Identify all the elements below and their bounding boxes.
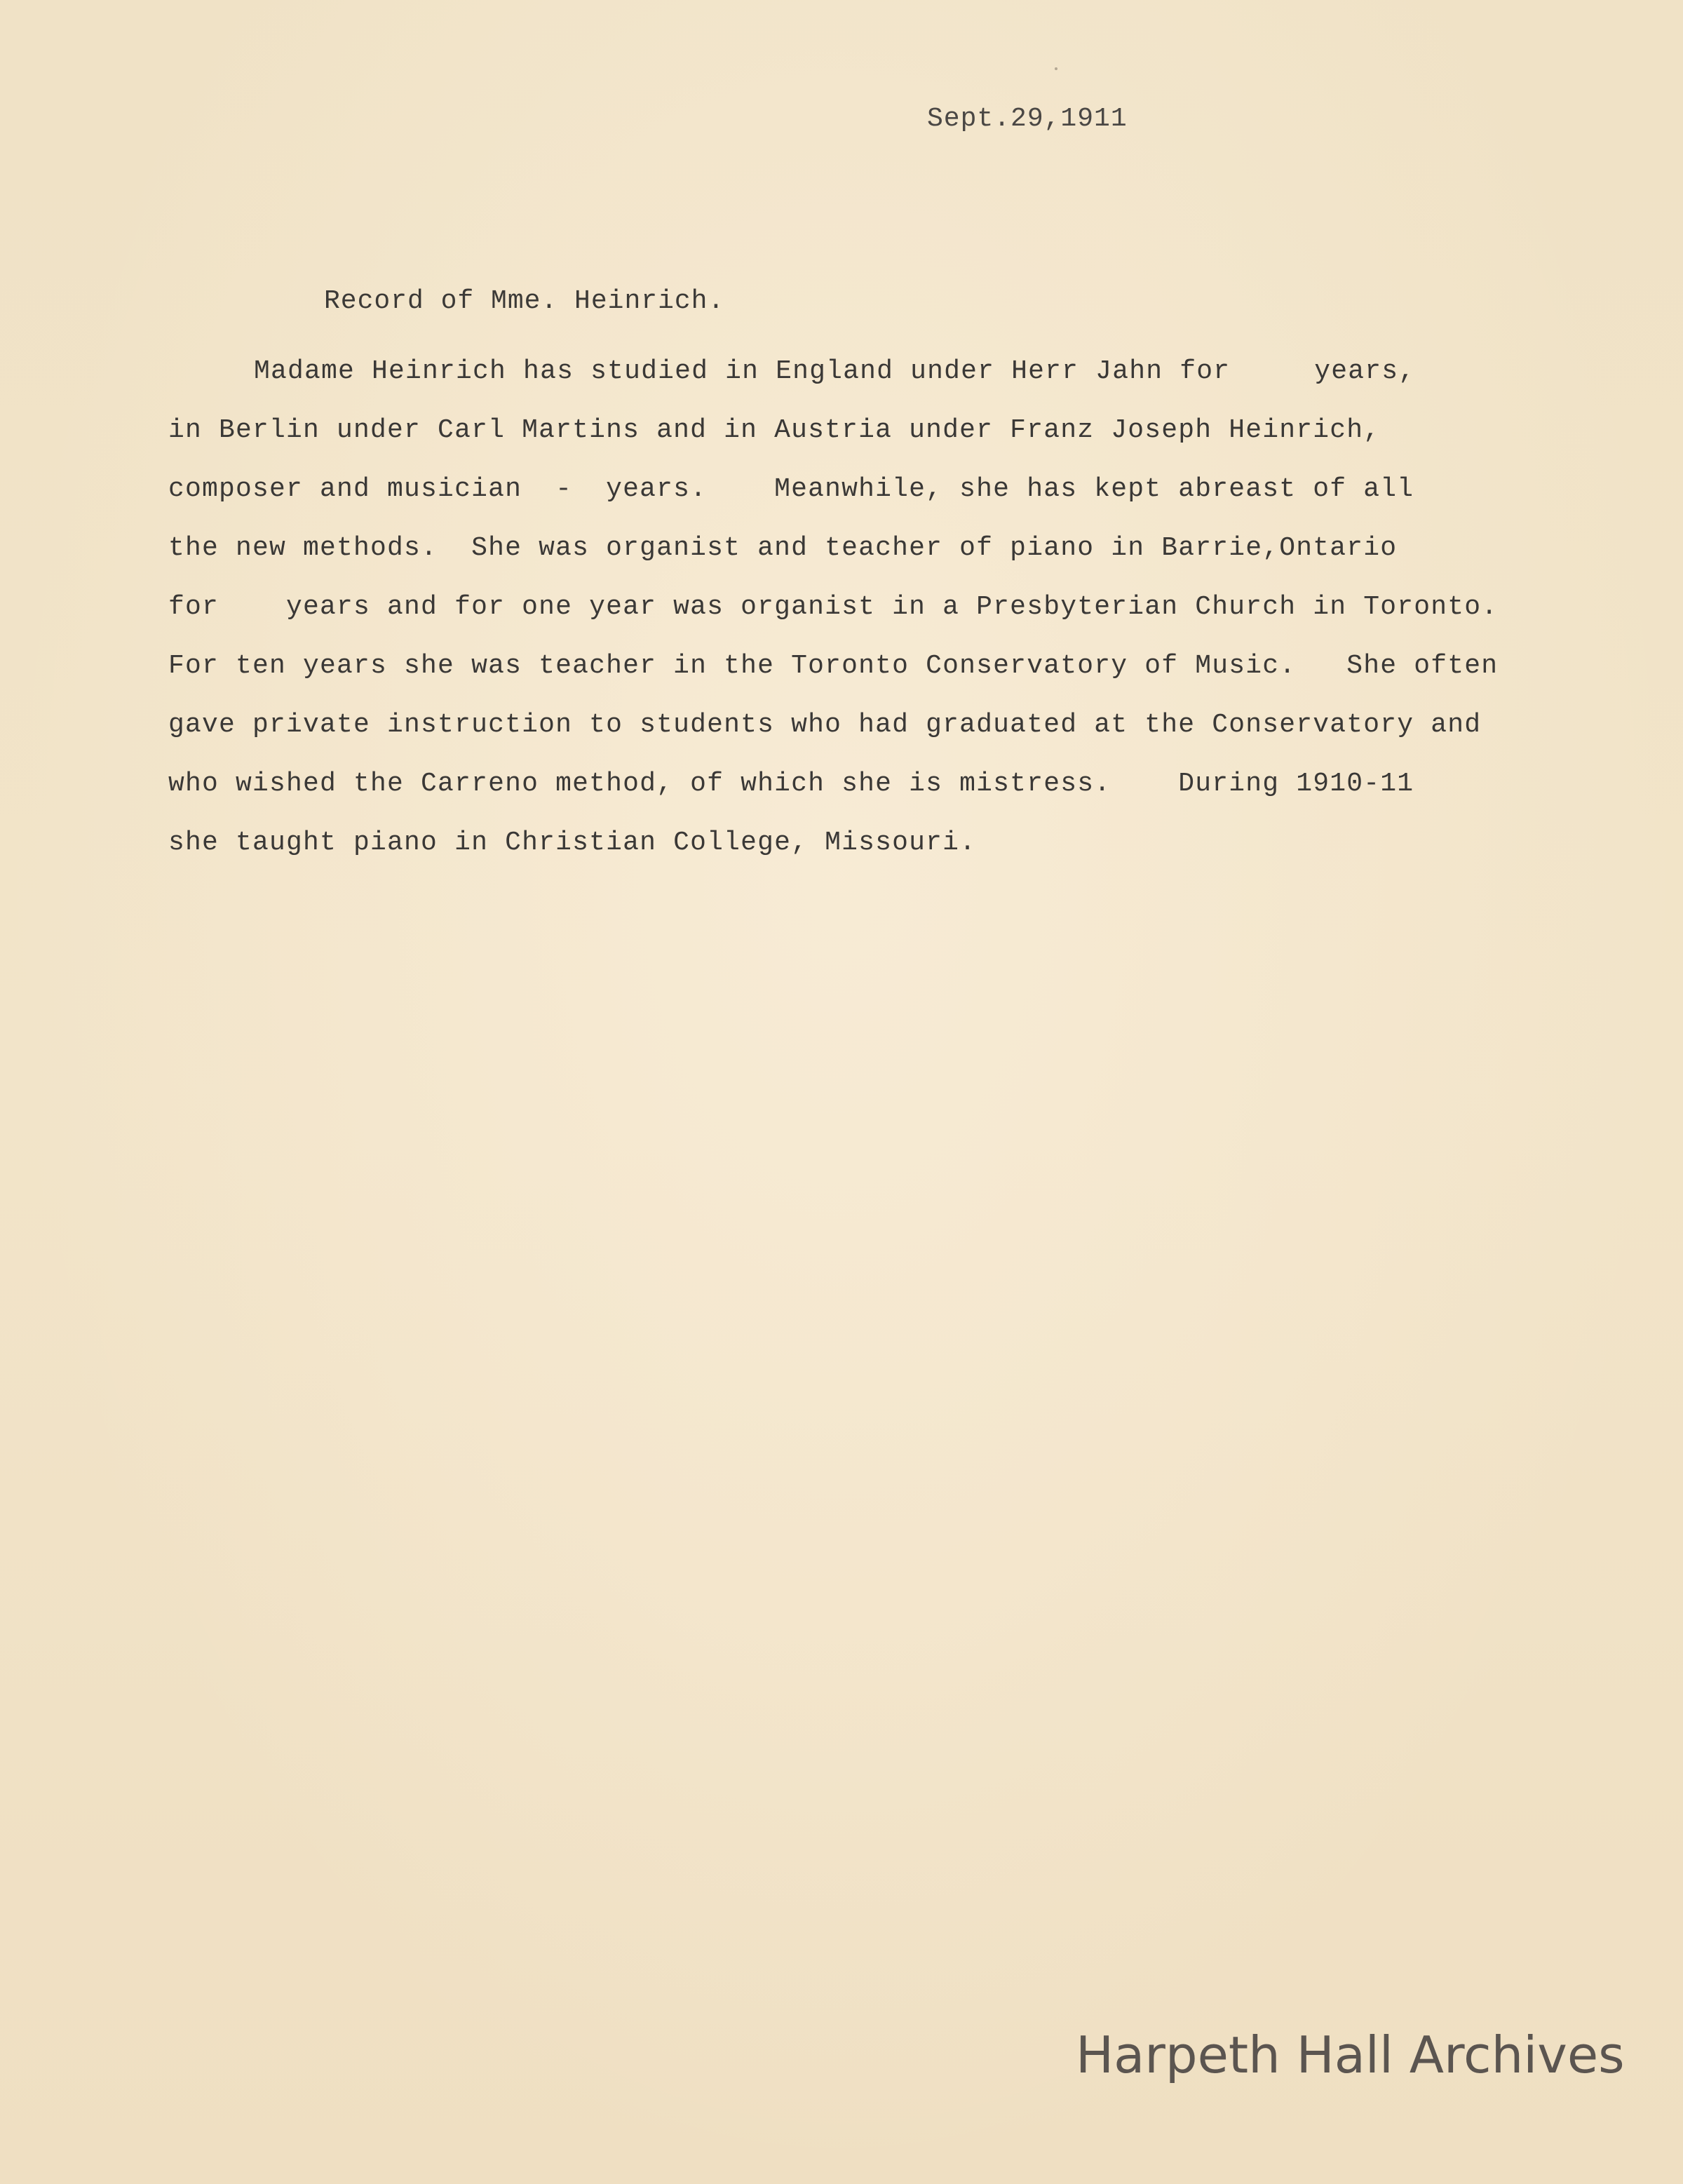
record-heading: Record of Mme. Heinrich. — [324, 286, 725, 316]
archive-watermark: Harpeth Hall Archives — [1076, 2025, 1625, 2084]
body-line: composer and musician - years. Meanwhile, she has kept abreast of all — [168, 474, 1414, 504]
body-line: gave private instruction to students who had graduated at the Conservatory and — [168, 710, 1482, 740]
letter-date: Sept.29,1911 — [927, 104, 1128, 134]
body-line: in Berlin under Carl Martins and in Austria under Franz Joseph Heinrich, — [168, 415, 1381, 445]
body-line: the new methods. She was organist and teacher of piano in Barrie,Ontario — [168, 533, 1398, 563]
body-line: for years and for one year was organist in a Presbyterian Church in Toronto. — [168, 592, 1499, 622]
paper-speck — [1055, 67, 1057, 70]
body-line: For ten years she was teacher in the Toronto Conservatory of Music. She often — [168, 651, 1499, 681]
record-body — [168, 342, 1536, 872]
body-line: who wished the Carreno method, of which she is mistress. During 1910-11 — [168, 769, 1414, 799]
body-line: Madame Heinrich has studied in England under Herr Jahn for years, — [254, 356, 1416, 386]
body-line: she taught piano in Christian College, Missouri. — [168, 828, 977, 858]
